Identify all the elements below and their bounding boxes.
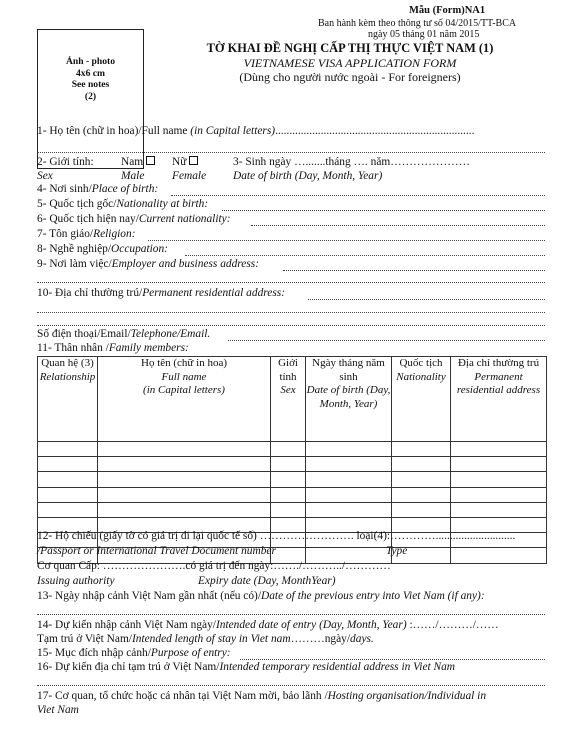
table-cell[interactable] <box>38 502 98 517</box>
col-sex-vi: Giới tính <box>278 357 298 383</box>
photo-caption <box>38 56 143 102</box>
table-cell[interactable] <box>38 472 98 487</box>
expiry-date-en: Expiry date (Day, MonthYear) <box>198 575 336 587</box>
col-address <box>451 357 547 442</box>
field-phone-label <box>37 328 210 340</box>
passport-en: /Passport or International Travel Document number <box>37 545 276 557</box>
table-cell[interactable] <box>271 442 306 457</box>
female-checkbox[interactable] <box>189 156 198 165</box>
table-cell[interactable] <box>271 472 306 487</box>
photo-box[interactable] <box>37 29 144 169</box>
table-cell[interactable] <box>38 487 98 502</box>
table-cell[interactable] <box>392 457 451 472</box>
table-cell[interactable] <box>306 502 392 517</box>
form-title-en: VIETNAMESE VISA APPLICATION FORM <box>243 56 457 70</box>
col-full-name <box>98 357 271 442</box>
sex-male-option[interactable] <box>121 156 155 168</box>
cur-nat-en: Current nationality: <box>138 213 231 225</box>
col-full-name-en: Full name <box>161 370 207 383</box>
employer-input[interactable] <box>283 270 545 271</box>
intended-entry-dots: :……/………/…… <box>406 619 499 631</box>
field-nationality-birth-label <box>37 198 208 210</box>
table-cell[interactable] <box>306 457 392 472</box>
field-occupation-label <box>37 243 168 255</box>
issuing-authority-en: Issuing authority <box>37 575 115 587</box>
previous-entry-input[interactable] <box>37 614 545 615</box>
table-row[interactable] <box>38 472 547 487</box>
occupation-vi: 8- Nghề nghiệp/ <box>37 243 112 255</box>
field-purpose-label <box>37 647 231 659</box>
pob-en: Place of birth: <box>91 183 159 195</box>
prev-entry-en: Date of the previous entry into Viet Nam (if any): <box>261 590 485 602</box>
temp-addr-vi: 16- Dự kiến địa chỉ tạm trú ở Việt Nam/ <box>37 661 220 673</box>
table-cell[interactable] <box>38 442 98 457</box>
family-vi: 11- Thân nhân / <box>37 342 109 354</box>
col-sex <box>271 357 306 442</box>
intended-entry-vi: 14- Dự kiến nhập cảnh Việt Nam ngày/ <box>37 619 216 631</box>
photo-line-4: (2) <box>84 90 97 102</box>
cur-nat-vi: 6- Quốc tịch hiện nay/ <box>37 213 139 225</box>
sex-female-option[interactable] <box>172 156 198 168</box>
col-full-name-en2: (in Capital letters) <box>143 384 225 396</box>
col-dob-en: Date of birth (Day, Month, Year) <box>306 384 391 410</box>
employer-vi: 9- Nơi làm việc/ <box>37 258 112 270</box>
sex-female-label: Nữ <box>172 156 187 168</box>
employer-en: Employer and business address: <box>111 258 259 270</box>
perm-addr-en: Permanent residential address: <box>142 287 285 299</box>
col-address-vi: Địa chỉ thường trú <box>457 357 540 369</box>
col-dob <box>306 357 392 442</box>
table-cell[interactable] <box>392 487 451 502</box>
stay-days-vi: ………ngày/ <box>290 633 351 645</box>
table-cell[interactable] <box>271 457 306 472</box>
hosting-vi: 17- Cơ quan, tổ chức hoặc cá nhân tại Việt Nam mời, bảo lãnh / <box>37 690 328 702</box>
current-nationality-input[interactable] <box>251 225 545 226</box>
field-hosting-org-label <box>37 690 486 702</box>
col-nationality <box>392 357 451 442</box>
field-sex-label: 2- Giới tính: <box>37 156 94 168</box>
table-cell[interactable] <box>306 487 392 502</box>
table-cell[interactable] <box>451 548 547 563</box>
table-cell[interactable] <box>451 442 547 457</box>
form-subtitle: (Dùng cho người nước ngoài - For foreigners) <box>239 70 461 84</box>
table-cell[interactable] <box>271 487 306 502</box>
field-length-of-stay[interactable] <box>37 633 374 645</box>
col-dob-vi: Ngày tháng năm sinh <box>312 357 385 383</box>
dob-en: Date of birth (Day, Month, Year) <box>233 170 383 182</box>
full-name-line-2[interactable] <box>37 152 545 153</box>
purpose-en: Purpose of entry: <box>150 647 231 659</box>
table-cell[interactable] <box>98 442 271 457</box>
full-name-dots: ...................................................................... <box>275 125 475 137</box>
table-cell[interactable] <box>306 442 392 457</box>
full-name-label-en: (in Capital letters) <box>190 125 276 137</box>
table-row[interactable] <box>38 502 547 517</box>
table-cell[interactable] <box>98 487 271 502</box>
male-checkbox[interactable] <box>146 156 155 165</box>
field-intended-entry[interactable] <box>37 619 499 631</box>
field-place-of-birth-label <box>37 183 158 195</box>
permanent-address-line-3[interactable] <box>37 325 545 326</box>
table-cell[interactable] <box>392 472 451 487</box>
field-issuing-authority[interactable]: Cơ quan Cấp: ………………….có giá trị đến ngày:……./………../………… <box>37 560 391 572</box>
col-nationality-en: Nationality <box>396 370 446 383</box>
place-of-birth-input[interactable] <box>171 195 545 196</box>
perm-addr-vi: 10- Địa chỉ thường trú/ <box>37 287 143 299</box>
field-religion-label <box>37 228 136 240</box>
form-title-vi: TỜ KHAI ĐỀ NGHỊ CẤP THỊ THỰC VIỆT NAM (1) <box>206 41 494 55</box>
prev-entry-vi: 13- Ngày nhập cảnh Việt Nam gần nhất (nếu có)/ <box>37 590 261 602</box>
religion-en: Religion: <box>93 228 136 240</box>
table-row[interactable] <box>38 442 547 457</box>
field-passport[interactable]: 12- Hộ chiếu (giấy tờ có giá trị đi lại quốc tế số) ……………………. loại(4):…………............................ <box>37 530 516 542</box>
stay-vi: Tạm trú ở Việt Nam/ <box>37 633 132 645</box>
field-family-label <box>37 342 189 354</box>
phone-en: Telephone/Email. <box>130 328 211 340</box>
family-table-header <box>38 357 547 442</box>
intended-entry-en: Intended date of entry (Day, Month, Year) <box>215 619 407 631</box>
issued-date: ngày 05 tháng 01 năm 2015 <box>368 29 480 40</box>
form-code: Mẫu (Form)NA1 <box>409 5 486 16</box>
field-current-nationality-label <box>37 213 231 225</box>
occupation-en: Occupation: <box>111 243 168 255</box>
pob-vi: 4- Nơi sinh/ <box>37 183 92 195</box>
female-en: Female <box>172 170 207 182</box>
stay-days-en: days. <box>350 633 374 645</box>
table-cell[interactable] <box>98 457 271 472</box>
sex-male-label: Nam <box>121 156 144 168</box>
photo-line-2: 4x6 cm <box>75 67 106 79</box>
table-cell[interactable] <box>451 457 547 472</box>
religion-input[interactable] <box>148 240 545 241</box>
col-sex-en: Sex <box>280 384 296 396</box>
col-full-name-vi: Họ tên (chữ in hoa) <box>141 357 227 369</box>
field-permanent-address-label <box>37 287 285 299</box>
temp-address-input[interactable] <box>37 685 545 686</box>
sex-en: Sex <box>37 170 53 182</box>
religion-vi: 7- Tôn giáo/ <box>37 228 94 240</box>
table-row[interactable] <box>38 487 547 502</box>
nat-birth-en: Nationality at birth: <box>116 198 209 210</box>
table-cell[interactable] <box>98 502 271 517</box>
passport-type-en: Type <box>386 545 408 557</box>
issued-with: Ban hành kèm theo thông tư số 04/2015/TT-BCA <box>318 18 517 29</box>
table-cell[interactable] <box>392 502 451 517</box>
table-cell[interactable] <box>38 457 98 472</box>
hosting-en-2: Viet Nam <box>37 704 79 716</box>
male-en: Male <box>121 170 145 182</box>
field-employer-label <box>37 258 259 270</box>
table-cell[interactable] <box>451 487 547 502</box>
table-cell[interactable] <box>451 502 547 517</box>
field-dob[interactable]: 3- Sinh ngày ….......tháng …. năm………………… <box>233 156 470 168</box>
field-previous-entry-label <box>37 590 485 602</box>
table-cell[interactable] <box>392 442 451 457</box>
stay-en: Intended length of stay in Viet nam <box>131 633 291 645</box>
full-name-label: 1- Họ tên (chữ in hoa)/Full name <box>37 125 191 137</box>
col-nationality-vi: Quốc tịch <box>399 357 443 369</box>
phone-email-input[interactable] <box>228 340 545 341</box>
table-cell[interactable] <box>451 472 547 487</box>
nat-birth-vi: 5- Quốc tịch gốc/ <box>37 198 117 210</box>
table-row[interactable] <box>38 457 547 472</box>
purpose-input[interactable] <box>240 659 545 660</box>
table-cell[interactable] <box>271 502 306 517</box>
phone-vi: Số điện thoại/Email/ <box>37 328 131 340</box>
field-temp-address-label <box>37 661 455 673</box>
family-en: Family members: <box>108 342 189 354</box>
photo-line-3: See notes <box>71 79 110 90</box>
photo-line-1: Ảnh - photo <box>65 56 116 67</box>
col-relationship-vi: Quan hệ (3) <box>41 357 94 369</box>
permanent-address-line-2[interactable] <box>37 312 545 313</box>
table-cell[interactable] <box>98 472 271 487</box>
col-address-en: Permanent residential address <box>456 370 541 396</box>
col-relationship-en: Relationship <box>39 370 96 383</box>
purpose-vi: 15- Mục đích nhập cảnh/ <box>37 647 151 659</box>
employer-line-2[interactable] <box>37 282 545 283</box>
col-relationship <box>38 357 98 442</box>
table-cell[interactable] <box>306 472 392 487</box>
hosting-en: Hosting organisation/Individual in <box>327 690 487 702</box>
occupation-input[interactable] <box>185 255 545 256</box>
nationality-at-birth-input[interactable] <box>222 210 545 211</box>
field-full-name[interactable] <box>37 125 474 137</box>
permanent-address-input[interactable] <box>308 299 545 300</box>
temp-addr-en: Intended temporary residential address in Viet Nam <box>219 661 456 673</box>
